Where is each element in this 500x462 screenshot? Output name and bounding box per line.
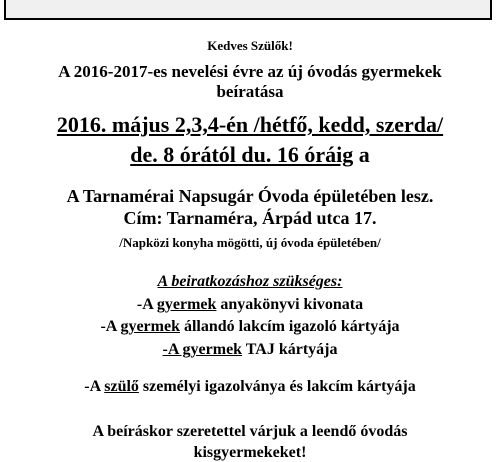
requirement-item (0, 341, 500, 359)
requirements-heading: A beiratkozáshoz szükséges: (157, 273, 343, 290)
requirement-underlined: gyermek (120, 318, 180, 335)
closing-line-1: A beíráskor szeretettel várjuk a leendő óvodás (92, 423, 408, 440)
requirement-item (0, 296, 500, 314)
enrollment-hours-underlined: de. 8 órától du. 16 óráig (130, 142, 354, 167)
greeting: Kedves Szülők! (207, 38, 293, 53)
requirement-underlined: gyermek (156, 296, 217, 313)
requirement-rest: állandó lakcím igazoló kártyája (179, 318, 400, 335)
requirement-prefix: -A (100, 318, 121, 335)
closing-line-2: kisgyermekeket! (193, 444, 307, 461)
header-box (4, 0, 492, 20)
requirement-item (0, 318, 500, 336)
requirement-prefix: -A (84, 378, 105, 395)
requirement-underlined: -A gyermek (162, 341, 243, 358)
enrollment-dates: 2016. május 2,3,4-én /hétfő, kedd, szerda/ (56, 112, 444, 137)
requirement-rest: TAJ kártyája (242, 341, 338, 358)
intro-line-1: A 2016-2017-es nevelési évre az új óvodás gyermekek (58, 62, 442, 81)
requirement-item (0, 378, 500, 396)
enrollment-hours-tail: a (353, 142, 370, 167)
enrollment-hours (0, 142, 500, 168)
requirement-underlined: szülő (104, 378, 139, 395)
requirement-rest: anyakönyvi kivonata (216, 296, 364, 313)
location-note: /Napközi konyha mögötti, új óvoda épületében/ (119, 235, 381, 250)
intro-line-2: beíratása (216, 82, 284, 101)
address-line: Cím: Tarnaméra, Árpád utca 17. (123, 208, 377, 228)
requirement-prefix: -A (136, 296, 157, 313)
requirement-rest: személyi igazolványa és lakcím kártyája (138, 378, 416, 395)
location-line: A Tarnamérai Napsugár Óvoda épületében lesz. (66, 186, 434, 206)
